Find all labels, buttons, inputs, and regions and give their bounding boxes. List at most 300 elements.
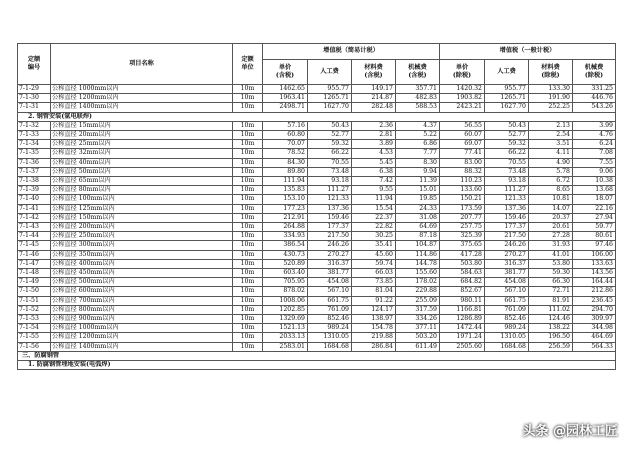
table-body-mid xyxy=(18,121,616,351)
section-3 xyxy=(18,351,616,369)
cell-material-incl: 9.55 xyxy=(352,186,396,195)
cell-name: 公称直径 800mm以内 xyxy=(51,305,233,314)
table-row xyxy=(18,131,616,140)
cell-material-excl: 81.91 xyxy=(529,296,573,305)
cell-machine-excl: 7.08 xyxy=(573,149,616,158)
cell-material-excl: 138.22 xyxy=(529,324,573,333)
table-row xyxy=(18,204,616,213)
cell-material-incl: 149.17 xyxy=(352,85,396,94)
cell-unit: 10m xyxy=(233,186,263,195)
cell-unit-price-incl: 78.52 xyxy=(263,149,308,158)
cell-unit: 10m xyxy=(233,342,263,351)
cell-code: 7-1-43 xyxy=(18,223,51,232)
cell-unit-price-incl: 1202.85 xyxy=(263,305,308,314)
cell-code: 7-1-50 xyxy=(18,287,51,296)
table-row xyxy=(18,232,616,241)
cell-unit-price-incl: 111.94 xyxy=(263,177,308,186)
cell-machine-incl: 588.53 xyxy=(396,103,440,112)
cell-unit-price-incl: 153.10 xyxy=(263,195,308,204)
cell-material-excl: 41.01 xyxy=(529,250,573,259)
cell-material-incl: 22.82 xyxy=(352,223,396,232)
cell-unit-price-excl: 173.59 xyxy=(440,204,485,213)
cell-name: 公称直径 1200mm以内 xyxy=(51,333,233,342)
cell-unit: 10m xyxy=(233,85,263,94)
cell-machine-incl: 6.86 xyxy=(396,140,440,149)
cell-labor-2: 381.77 xyxy=(485,269,529,278)
cell-unit-price-excl: 60.07 xyxy=(440,131,485,140)
rate-table xyxy=(17,43,616,370)
cell-unit: 10m xyxy=(233,241,263,250)
cell-machine-incl: 255.09 xyxy=(396,296,440,305)
cell-machine-excl: 27.94 xyxy=(573,213,616,222)
cell-name: 公称直径 100mm以内 xyxy=(51,195,233,204)
header-vat-simple: 增值税（简易计税） xyxy=(263,44,440,60)
cell-unit: 10m xyxy=(233,315,263,324)
cell-machine-incl: 19.85 xyxy=(396,195,440,204)
table-row xyxy=(18,158,616,167)
cell-unit-price-excl: 503.80 xyxy=(440,259,485,268)
cell-labor: 70.55 xyxy=(308,158,352,167)
cell-labor: 567.10 xyxy=(308,287,352,296)
cell-code: 7-1-35 xyxy=(18,149,51,158)
table-row xyxy=(18,250,616,259)
cell-unit: 10m xyxy=(233,287,263,296)
cell-unit-price-incl: 1521.13 xyxy=(263,324,308,333)
cell-unit-price-excl: 257.75 xyxy=(440,223,485,232)
cell-material-excl: 196.50 xyxy=(529,333,573,342)
cell-labor: 661.75 xyxy=(308,296,352,305)
cell-unit: 10m xyxy=(233,177,263,186)
table-row xyxy=(18,305,616,314)
cell-unit-price-incl: 57.16 xyxy=(263,121,308,130)
rate-table-sheet xyxy=(17,43,615,370)
cell-machine-excl: 294.70 xyxy=(573,305,616,314)
cell-material-incl: 2.36 xyxy=(352,121,396,130)
cell-labor: 93.18 xyxy=(308,177,352,186)
cell-labor-2: 217.50 xyxy=(485,232,529,241)
cell-material-incl: 91.22 xyxy=(352,296,396,305)
cell-material-excl: 14.07 xyxy=(529,204,573,213)
cell-name: 公称直径 32mm以内 xyxy=(51,149,233,158)
cell-labor-2: 137.36 xyxy=(485,204,529,213)
cell-machine-excl: 6.24 xyxy=(573,140,616,149)
cell-unit-price-incl: 84.30 xyxy=(263,158,308,167)
cell-machine-excl: 236.45 xyxy=(573,296,616,305)
cell-unit: 10m xyxy=(233,333,263,342)
table-row xyxy=(18,167,616,176)
cell-unit-price-excl: 110.23 xyxy=(440,177,485,186)
cell-unit: 10m xyxy=(233,140,263,149)
cell-material-excl: 8.65 xyxy=(529,186,573,195)
cell-unit-price-excl: 88.32 xyxy=(440,167,485,176)
cell-code: 7-1-55 xyxy=(18,333,51,342)
cell-unit-price-excl: 1166.81 xyxy=(440,305,485,314)
cell-machine-incl: 155.60 xyxy=(396,269,440,278)
cell-machine-excl: 106.00 xyxy=(573,250,616,259)
cell-labor: 316.37 xyxy=(308,259,352,268)
cell-name: 公称直径 700mm以内 xyxy=(51,296,233,305)
cell-machine-excl: 3.99 xyxy=(573,121,616,130)
cell-unit: 10m xyxy=(233,296,263,305)
cell-labor: 159.46 xyxy=(308,213,352,222)
cell-material-incl: 35.41 xyxy=(352,241,396,250)
cell-unit-price-incl: 1963.41 xyxy=(263,94,308,103)
header-machine-incl: 机械费 (含税) xyxy=(396,60,440,85)
header-unit-price-excl: 单价 (除税) xyxy=(440,60,485,85)
cell-unit: 10m xyxy=(233,167,263,176)
cell-labor: 381.77 xyxy=(308,269,352,278)
cell-name: 公称直径 200mm以内 xyxy=(51,223,233,232)
cell-material-excl: 2.13 xyxy=(529,121,573,130)
cell-labor-2: 454.08 xyxy=(485,278,529,287)
cell-material-excl: 124.46 xyxy=(529,315,573,324)
cell-machine-excl: 80.61 xyxy=(573,232,616,241)
cell-name: 公称直径 250mm以内 xyxy=(51,232,233,241)
cell-machine-excl: 543.26 xyxy=(573,103,616,112)
cell-material-excl: 27.28 xyxy=(529,232,573,241)
cell-code: 7-1-48 xyxy=(18,269,51,278)
cell-unit-price-incl: 386.54 xyxy=(263,241,308,250)
cell-labor: 177.37 xyxy=(308,223,352,232)
cell-labor-2: 159.46 xyxy=(485,213,529,222)
cell-material-excl: 59.30 xyxy=(529,269,573,278)
cell-name: 公称直径 600mm以内 xyxy=(51,287,233,296)
table-row xyxy=(18,195,616,204)
section-subtitle: 1. 防腐钢管埋地安装(电弧焊) xyxy=(18,361,616,370)
cell-machine-incl: 144.78 xyxy=(396,259,440,268)
cell-machine-excl: 97.46 xyxy=(573,241,616,250)
cell-machine-incl: 357.71 xyxy=(396,85,440,94)
cell-material-excl: 66.30 xyxy=(529,278,573,287)
cell-unit-price-excl: 1472.44 xyxy=(440,324,485,333)
cell-unit-price-incl: 2498.71 xyxy=(263,103,308,112)
cell-unit: 10m xyxy=(233,250,263,259)
cell-material-incl: 138.97 xyxy=(352,315,396,324)
cell-name: 公称直径 1200mm以内 xyxy=(51,94,233,103)
cell-labor: 59.32 xyxy=(308,140,352,149)
cell-unit: 10m xyxy=(233,305,263,314)
table-row xyxy=(18,287,616,296)
table-row xyxy=(18,241,616,250)
cell-unit: 10m xyxy=(233,259,263,268)
cell-name: 公称直径 20mm以内 xyxy=(51,131,233,140)
cell-name: 公称直径 1000mm以内 xyxy=(51,85,233,94)
cell-machine-incl: 229.88 xyxy=(396,287,440,296)
cell-code: 7-1-49 xyxy=(18,278,51,287)
cell-unit-price-excl: 375.65 xyxy=(440,241,485,250)
cell-labor: 1310.05 xyxy=(308,333,352,342)
cell-machine-excl: 10.38 xyxy=(573,177,616,186)
cell-machine-incl: 15.01 xyxy=(396,186,440,195)
cell-machine-excl: 212.86 xyxy=(573,287,616,296)
table-row xyxy=(18,324,616,333)
cell-machine-incl: 114.86 xyxy=(396,250,440,259)
cell-labor: 454.08 xyxy=(308,278,352,287)
cell-machine-excl: 143.56 xyxy=(573,269,616,278)
cell-unit-price-incl: 264.88 xyxy=(263,223,308,232)
cell-unit: 10m xyxy=(233,269,263,278)
watermark: 头条 @园林工匠 xyxy=(522,424,618,439)
cell-material-excl: 2.54 xyxy=(529,131,573,140)
cell-name: 公称直径 40mm以内 xyxy=(51,158,233,167)
cell-unit-price-excl: 77.41 xyxy=(440,149,485,158)
cell-name: 公称直径 1400mm以内 xyxy=(51,342,233,351)
header-material-excl: 材料费 (除税) xyxy=(529,60,573,85)
cell-material-incl: 30.25 xyxy=(352,232,396,241)
cell-machine-incl: 317.59 xyxy=(396,305,440,314)
cell-unit-price-excl: 852.67 xyxy=(440,287,485,296)
cell-code: 7-1-32 xyxy=(18,121,51,130)
cell-unit-price-incl: 878.02 xyxy=(263,287,308,296)
cell-labor-2: 955.77 xyxy=(485,85,529,94)
cell-labor-2: 1627.70 xyxy=(485,103,529,112)
cell-material-incl: 282.48 xyxy=(352,103,396,112)
cell-machine-incl: 104.87 xyxy=(396,241,440,250)
cell-machine-incl: 24.33 xyxy=(396,204,440,213)
header-labor: 人工费 xyxy=(308,60,352,85)
cell-material-excl: 31.93 xyxy=(529,241,573,250)
cell-unit-price-excl: 1903.82 xyxy=(440,94,485,103)
cell-machine-excl: 22.16 xyxy=(573,204,616,213)
cell-material-excl: 6.72 xyxy=(529,177,573,186)
cell-unit: 10m xyxy=(233,232,263,241)
cell-material-incl: 15.54 xyxy=(352,204,396,213)
cell-name: 公称直径 15mm以内 xyxy=(51,121,233,130)
cell-code: 7-1-45 xyxy=(18,241,51,250)
cell-material-incl: 59.74 xyxy=(352,259,396,268)
cell-unit: 10m xyxy=(233,121,263,130)
cell-unit-price-excl: 2423.21 xyxy=(440,103,485,112)
cell-unit: 10m xyxy=(233,204,263,213)
cell-name: 公称直径 25mm以内 xyxy=(51,140,233,149)
cell-labor-2: 121.33 xyxy=(485,195,529,204)
cell-unit: 10m xyxy=(233,103,263,112)
cell-material-incl: 66.03 xyxy=(352,269,396,278)
header-labor-2: 人工费 xyxy=(485,60,529,85)
cell-labor: 1684.68 xyxy=(308,342,352,351)
cell-material-incl: 5.45 xyxy=(352,158,396,167)
cell-unit-price-incl: 212.91 xyxy=(263,213,308,222)
cell-unit: 10m xyxy=(233,94,263,103)
cell-material-excl: 53.80 xyxy=(529,259,573,268)
cell-material-excl: 256.59 xyxy=(529,342,573,351)
header-unit: 定额 单位 xyxy=(233,44,263,85)
cell-unit-price-excl: 150.21 xyxy=(440,195,485,204)
cell-code: 7-1-29 xyxy=(18,85,51,94)
cell-machine-incl: 8.30 xyxy=(396,158,440,167)
cell-unit-price-incl: 520.89 xyxy=(263,259,308,268)
cell-unit-price-excl: 980.11 xyxy=(440,296,485,305)
cell-labor-2: 989.24 xyxy=(485,324,529,333)
cell-unit-price-excl: 417.28 xyxy=(440,250,485,259)
cell-unit-price-excl: 133.60 xyxy=(440,186,485,195)
table-row xyxy=(18,315,616,324)
cell-code: 7-1-36 xyxy=(18,158,51,167)
header-vat-general: 增值税（一般计税） xyxy=(440,44,616,60)
cell-material-incl: 11.94 xyxy=(352,195,396,204)
cell-name: 公称直径 400mm以内 xyxy=(51,259,233,268)
cell-machine-incl: 31.08 xyxy=(396,213,440,222)
cell-labor-2: 111.27 xyxy=(485,186,529,195)
cell-name: 公称直径 65mm以内 xyxy=(51,177,233,186)
section-title: 2. 钢管安装(氩电联焊) xyxy=(18,112,616,121)
section-2 xyxy=(18,112,616,121)
cell-code: 7-1-37 xyxy=(18,167,51,176)
cell-labor: 52.77 xyxy=(308,131,352,140)
cell-name: 公称直径 80mm以内 xyxy=(51,186,233,195)
cell-labor-2: 761.09 xyxy=(485,305,529,314)
cell-code: 7-1-42 xyxy=(18,213,51,222)
cell-unit: 10m xyxy=(233,213,263,222)
cell-labor: 111.27 xyxy=(308,186,352,195)
cell-unit-price-incl: 603.40 xyxy=(263,269,308,278)
cell-name: 公称直径 50mm以内 xyxy=(51,167,233,176)
table-row xyxy=(18,140,616,149)
table-row xyxy=(18,121,616,130)
cell-code: 7-1-41 xyxy=(18,204,51,213)
cell-labor: 66.22 xyxy=(308,149,352,158)
cell-name: 公称直径 150mm以内 xyxy=(51,213,233,222)
cell-unit-price-excl: 56.55 xyxy=(440,121,485,130)
cell-labor: 989.24 xyxy=(308,324,352,333)
cell-labor: 955.77 xyxy=(308,85,352,94)
cell-unit-price-incl: 430.73 xyxy=(263,250,308,259)
cell-machine-incl: 503.20 xyxy=(396,333,440,342)
cell-labor: 246.26 xyxy=(308,241,352,250)
cell-material-incl: 214.87 xyxy=(352,94,396,103)
cell-material-incl: 73.85 xyxy=(352,278,396,287)
cell-labor: 121.33 xyxy=(308,195,352,204)
section-title: 三、防腐钢管 xyxy=(18,351,616,360)
cell-labor: 50.43 xyxy=(308,121,352,130)
cell-machine-excl: 309.97 xyxy=(573,315,616,324)
table-row xyxy=(18,103,616,112)
cell-code: 7-1-40 xyxy=(18,195,51,204)
cell-machine-excl: 7.55 xyxy=(573,158,616,167)
cell-labor-2: 246.26 xyxy=(485,241,529,250)
cell-unit-price-incl: 135.83 xyxy=(263,186,308,195)
cell-unit-price-incl: 1008.06 xyxy=(263,296,308,305)
cell-material-incl: 7.42 xyxy=(352,177,396,186)
cell-labor: 1265.71 xyxy=(308,94,352,103)
table-row xyxy=(18,278,616,287)
cell-code: 7-1-34 xyxy=(18,140,51,149)
cell-labor-2: 93.18 xyxy=(485,177,529,186)
cell-material-incl: 286.84 xyxy=(352,342,396,351)
header-name: 项目名称 xyxy=(51,44,233,85)
cell-material-excl: 252.25 xyxy=(529,103,573,112)
cell-material-incl: 22.37 xyxy=(352,213,396,222)
table-row xyxy=(18,269,616,278)
cell-labor-2: 177.37 xyxy=(485,223,529,232)
cell-labor-2: 59.32 xyxy=(485,140,529,149)
cell-machine-excl: 4.76 xyxy=(573,131,616,140)
cell-code: 7-1-38 xyxy=(18,177,51,186)
cell-material-incl: 2.81 xyxy=(352,131,396,140)
cell-machine-incl: 377.11 xyxy=(396,324,440,333)
cell-labor-2: 66.22 xyxy=(485,149,529,158)
cell-unit-price-excl: 2505.60 xyxy=(440,342,485,351)
cell-code: 7-1-54 xyxy=(18,324,51,333)
table-row xyxy=(18,94,616,103)
cell-unit-price-excl: 684.82 xyxy=(440,278,485,287)
header-code: 定额 编号 xyxy=(18,44,51,85)
cell-material-incl: 3.89 xyxy=(352,140,396,149)
cell-material-excl: 4.11 xyxy=(529,149,573,158)
cell-labor: 852.46 xyxy=(308,315,352,324)
cell-code: 7-1-39 xyxy=(18,186,51,195)
cell-machine-excl: 13.68 xyxy=(573,186,616,195)
cell-material-excl: 20.61 xyxy=(529,223,573,232)
cell-name: 公称直径 450mm以内 xyxy=(51,269,233,278)
cell-unit-price-excl: 69.07 xyxy=(440,140,485,149)
cell-name: 公称直径 300mm以内 xyxy=(51,241,233,250)
cell-labor-2: 52.77 xyxy=(485,131,529,140)
cell-labor-2: 1265.71 xyxy=(485,94,529,103)
table-row xyxy=(18,259,616,268)
cell-machine-excl: 133.63 xyxy=(573,259,616,268)
cell-unit-price-incl: 705.95 xyxy=(263,278,308,287)
cell-material-excl: 5.78 xyxy=(529,167,573,176)
cell-machine-excl: 564.33 xyxy=(573,342,616,351)
cell-machine-incl: 178.02 xyxy=(396,278,440,287)
cell-material-excl: 191.90 xyxy=(529,94,573,103)
cell-labor-2: 50.43 xyxy=(485,121,529,130)
header-machine-excl: 机械费 (除税) xyxy=(573,60,616,85)
cell-unit-price-incl: 60.80 xyxy=(263,131,308,140)
cell-machine-incl: 334.26 xyxy=(396,315,440,324)
cell-labor-2: 1310.05 xyxy=(485,333,529,342)
table-row xyxy=(18,85,616,94)
cell-unit-price-incl: 2033.13 xyxy=(263,333,308,342)
cell-machine-incl: 5.22 xyxy=(396,131,440,140)
cell-material-excl: 72.71 xyxy=(529,287,573,296)
cell-material-incl: 124.17 xyxy=(352,305,396,314)
cell-material-incl: 4.53 xyxy=(352,149,396,158)
cell-unit-price-incl: 1329.69 xyxy=(263,315,308,324)
cell-machine-excl: 344.98 xyxy=(573,324,616,333)
cell-material-excl: 111.02 xyxy=(529,305,573,314)
cell-material-incl: 154.78 xyxy=(352,324,396,333)
cell-labor-2: 852.46 xyxy=(485,315,529,324)
cell-unit-price-excl: 325.39 xyxy=(440,232,485,241)
cell-material-incl: 45.60 xyxy=(352,250,396,259)
cell-code: 7-1-51 xyxy=(18,296,51,305)
cell-material-excl: 4.90 xyxy=(529,158,573,167)
cell-unit: 10m xyxy=(233,278,263,287)
cell-unit: 10m xyxy=(233,195,263,204)
cell-unit: 10m xyxy=(233,324,263,333)
cell-unit-price-excl: 584.63 xyxy=(440,269,485,278)
cell-code: 7-1-33 xyxy=(18,131,51,140)
cell-machine-excl: 9.06 xyxy=(573,167,616,176)
cell-machine-excl: 59.77 xyxy=(573,223,616,232)
cell-code: 7-1-30 xyxy=(18,94,51,103)
cell-labor: 137.36 xyxy=(308,204,352,213)
cell-unit-price-incl: 2583.01 xyxy=(263,342,308,351)
cell-unit: 10m xyxy=(233,223,263,232)
table-row xyxy=(18,333,616,342)
cell-machine-incl: 4.37 xyxy=(396,121,440,130)
cell-labor-2: 661.75 xyxy=(485,296,529,305)
cell-unit: 10m xyxy=(233,149,263,158)
cell-material-incl: 81.04 xyxy=(352,287,396,296)
cell-code: 7-1-53 xyxy=(18,315,51,324)
table-body-top xyxy=(18,85,616,113)
cell-labor-2: 73.48 xyxy=(485,167,529,176)
cell-machine-incl: 611.49 xyxy=(396,342,440,351)
cell-labor: 73.48 xyxy=(308,167,352,176)
